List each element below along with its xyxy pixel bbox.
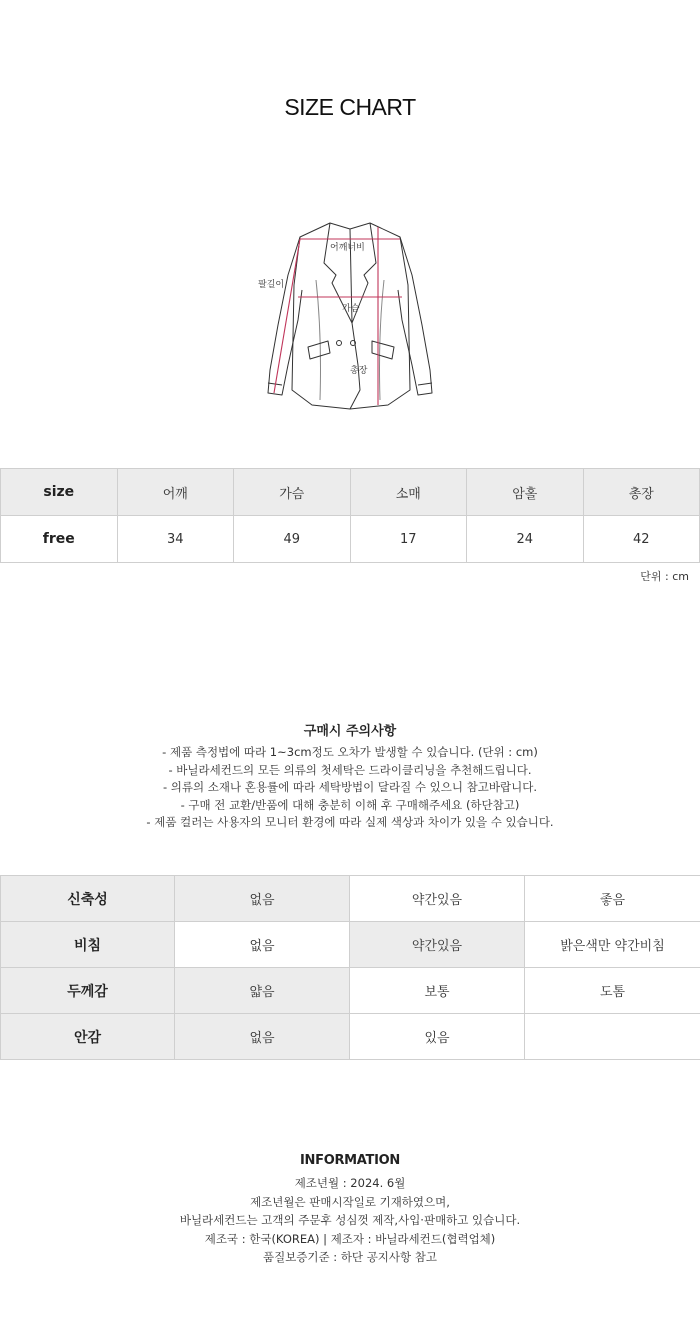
unit-note: 단위 : cm — [640, 570, 689, 583]
information-line: 제조국 : 한국(KOREA) | 제조자 : 바닐라세컨드(협력업체) — [204, 1231, 496, 1246]
sleeve-cell: 17 — [350, 516, 467, 563]
lining-option: 있음 — [350, 1014, 525, 1060]
sheerness-option: 없음 — [175, 922, 350, 968]
table-row — [1, 876, 700, 922]
length-header: 총장 — [583, 469, 700, 516]
chest-cell: 49 — [234, 516, 351, 563]
table-row — [1, 516, 700, 563]
button — [337, 341, 342, 346]
length-label: 총장 — [350, 366, 368, 376]
notice-line: - 의류의 소재나 혼용률에 따라 세탁방법이 달라질 수 있으니 참고바랍니다. — [163, 780, 537, 795]
information-title: INFORMATION — [300, 1153, 400, 1168]
attribute-table — [0, 875, 700, 1060]
sheerness-option: 약간있음 — [350, 922, 525, 968]
shoulder-header: 어깨 — [117, 469, 234, 516]
information-line: 품질보증기준 : 하단 공지사항 참고 — [262, 1250, 438, 1265]
jacket-diagram — [250, 215, 450, 415]
notice-line: - 구매 전 교환/반품에 대해 충분히 이해 후 구매해주세요 (하단참고) — [180, 797, 520, 812]
notice-line: - 제품 측정법에 따라 1~3cm정도 오차가 발생할 수 있습니다. (단위 : cm) — [162, 745, 538, 759]
size-header: size — [1, 469, 118, 516]
stretch-option: 없음 — [175, 876, 350, 922]
chest-label: 가슴 — [342, 304, 360, 314]
thickness-label: 두께감 — [1, 968, 175, 1014]
information-line: 제조년월은 판매시작일로 기재하였으며, — [250, 1194, 450, 1209]
sheerness-label: 비침 — [1, 922, 175, 968]
information-line: 바닐라세컨드는 고객의 주문후 성심껏 제작,사입·판매하고 있습니다. — [179, 1213, 521, 1228]
stretch-option: 약간있음 — [350, 876, 525, 922]
left-pocket — [308, 341, 330, 359]
lining-label: 안감 — [1, 1014, 175, 1060]
sleeve-label: 팔길이 — [258, 280, 285, 290]
sheerness-option: 밝은색만 약간비침 — [525, 922, 700, 968]
table-row — [1, 968, 700, 1014]
notice-title: 구매시 주의사항 — [303, 724, 397, 739]
right-sleeve — [398, 237, 432, 395]
page-title: SIZE CHART — [284, 94, 416, 120]
size-table — [0, 468, 700, 563]
shoulder-label: 어깨너비 — [330, 243, 365, 253]
sleeve-header: 소매 — [350, 469, 467, 516]
notice-line: - 제품 컬러는 사용자의 모니터 환경에 따라 실제 색상과 차이가 있을 수 있습니다. — [146, 815, 554, 830]
notice-line: - 바닐라세컨드의 모든 의류의 첫세탁은 드라이클리닝을 추천해드립니다. — [168, 762, 532, 777]
armhole-header: 암홀 — [467, 469, 584, 516]
stretch-option: 좋음 — [525, 876, 700, 922]
lining-option: 없음 — [175, 1014, 350, 1060]
shoulder-cell: 34 — [117, 516, 234, 563]
right-pocket — [372, 341, 394, 359]
armhole-cell: 24 — [467, 516, 584, 563]
lining-option — [525, 1014, 700, 1060]
size-cell: free — [1, 516, 118, 563]
stretch-label: 신축성 — [1, 876, 175, 922]
thickness-option: 얇음 — [175, 968, 350, 1014]
notice-list — [0, 744, 700, 832]
table-row — [1, 922, 700, 968]
length-cell: 42 — [583, 516, 700, 563]
thickness-option: 보통 — [350, 968, 525, 1014]
information-line: 제조년월 : 2024. 6월 — [294, 1176, 406, 1190]
chest-header: 가슴 — [234, 469, 351, 516]
thickness-option: 도톰 — [525, 968, 700, 1014]
information-list — [0, 1174, 700, 1267]
table-row — [1, 1014, 700, 1060]
size-table-header-row — [1, 469, 700, 516]
